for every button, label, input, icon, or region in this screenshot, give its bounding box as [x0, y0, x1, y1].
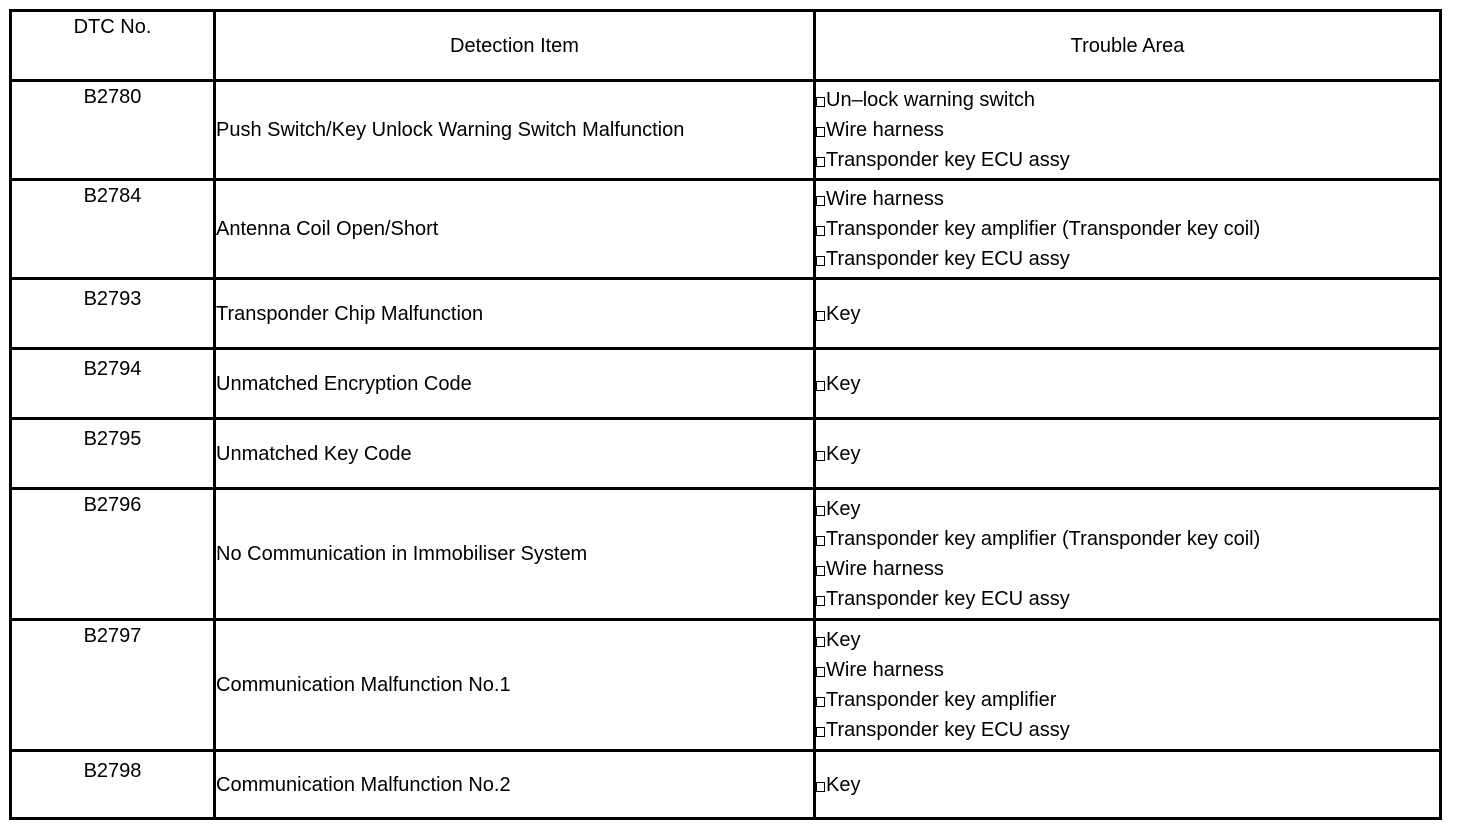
dtc-code: B2794	[11, 349, 215, 419]
trouble-area-line: Transponder key amplifier (Transponder key coil)	[816, 214, 1439, 244]
checkbox-icon	[816, 566, 825, 576]
trouble-area-line: Transponder key amplifier (Transponder key coil)	[816, 524, 1439, 554]
checkbox-icon	[816, 506, 825, 516]
trouble-area-line: Transponder key ECU assy	[816, 145, 1439, 175]
checkbox-icon	[816, 97, 825, 107]
trouble-area	[815, 620, 1441, 751]
table-row	[11, 279, 1441, 349]
table-row	[11, 419, 1441, 489]
checkbox-icon	[816, 196, 825, 206]
trouble-area-line: Wire harness	[816, 554, 1439, 584]
trouble-area	[815, 279, 1441, 349]
dtc-code: B2798	[11, 751, 215, 819]
dtc-code: B2795	[11, 419, 215, 489]
trouble-area-line: Transponder key ECU assy	[816, 244, 1439, 274]
table-row	[11, 81, 1441, 180]
checkbox-icon	[816, 226, 825, 236]
trouble-area-line: Wire harness	[816, 115, 1439, 145]
trouble-area	[815, 489, 1441, 620]
trouble-area-line: Wire harness	[816, 655, 1439, 685]
dtc-code: B2793	[11, 279, 215, 349]
checkbox-icon	[816, 667, 825, 677]
table-row	[11, 489, 1441, 620]
checkbox-icon	[816, 311, 825, 321]
header-detection-item: Detection Item	[215, 11, 815, 81]
detection-item: Unmatched Encryption Code	[215, 349, 815, 419]
checkbox-icon	[816, 451, 825, 461]
table-row	[11, 349, 1441, 419]
detection-item: No Communication in Immobiliser System	[215, 489, 815, 620]
checkbox-icon	[816, 596, 825, 606]
trouble-area-line: Key	[816, 439, 1439, 469]
trouble-area-line: Transponder key amplifier	[816, 685, 1439, 715]
checkbox-icon	[816, 157, 825, 167]
trouble-area-line: Wire harness	[816, 184, 1439, 214]
dtc-code: B2796	[11, 489, 215, 620]
checkbox-icon	[816, 637, 825, 647]
trouble-area-line: Key	[816, 369, 1439, 399]
checkbox-icon	[816, 127, 825, 137]
trouble-area	[815, 180, 1441, 279]
trouble-area-line: Transponder key ECU assy	[816, 584, 1439, 614]
detection-item: Push Switch/Key Unlock Warning Switch Malfunction	[215, 81, 815, 180]
trouble-area	[815, 81, 1441, 180]
header-row	[11, 11, 1441, 81]
trouble-area	[815, 349, 1441, 419]
header-dtc-no: DTC No.	[11, 11, 215, 81]
dtc-code: B2780	[11, 81, 215, 180]
trouble-area-line: Key	[816, 299, 1439, 329]
dtc-code: B2784	[11, 180, 215, 279]
checkbox-icon	[816, 782, 825, 792]
detection-item: Communication Malfunction No.2	[215, 751, 815, 819]
table-row	[11, 751, 1441, 819]
checkbox-icon	[816, 381, 825, 391]
detection-item: Antenna Coil Open/Short	[215, 180, 815, 279]
table-row	[11, 620, 1441, 751]
detection-item: Transponder Chip Malfunction	[215, 279, 815, 349]
dtc-code: B2797	[11, 620, 215, 751]
trouble-area-line: Key	[816, 770, 1439, 800]
checkbox-icon	[816, 697, 825, 707]
table-row	[11, 180, 1441, 279]
trouble-area-line: Un–lock warning switch	[816, 85, 1439, 115]
header-trouble-area: Trouble Area	[815, 11, 1441, 81]
checkbox-icon	[816, 256, 825, 266]
detection-item: Unmatched Key Code	[215, 419, 815, 489]
detection-item: Communication Malfunction No.1	[215, 620, 815, 751]
trouble-area-line: Key	[816, 494, 1439, 524]
trouble-area	[815, 419, 1441, 489]
trouble-area	[815, 751, 1441, 819]
checkbox-icon	[816, 536, 825, 546]
checkbox-icon	[816, 727, 825, 737]
trouble-area-line: Transponder key ECU assy	[816, 715, 1439, 745]
dtc-table	[9, 9, 1442, 820]
trouble-area-line: Key	[816, 625, 1439, 655]
